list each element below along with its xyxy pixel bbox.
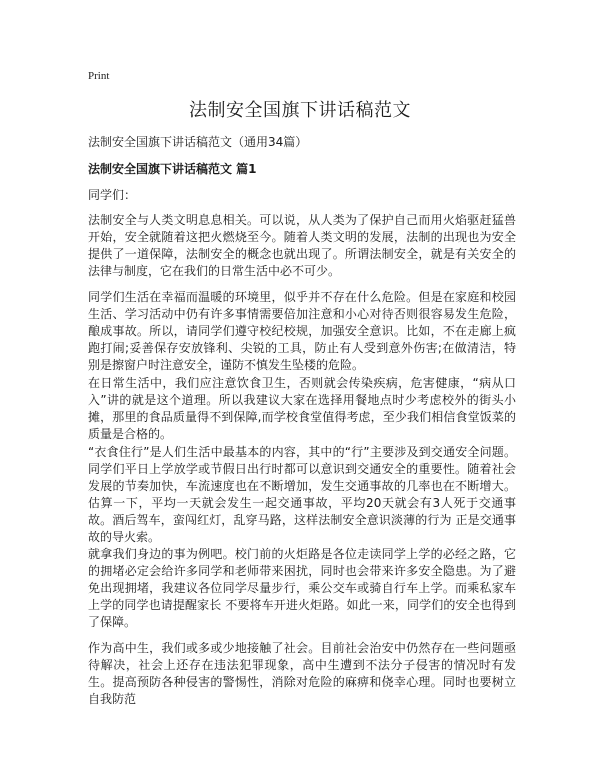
- page-title: 法制安全国旗下讲话稿范文: [189, 100, 411, 121]
- paragraph: 法制安全与人类文明息息相关。可以说，从人类为了保护自己而用火焰驱赶猛兽开始，安全就随着这把火燃烧至今。随着人类文明的发展，法制的出现也为安全提供了一道保障，法制安全的概念也就出现了。所谓法制安全，就是有关安全的法律与制度，它在我们的日常生活中必不可少。: [88, 213, 516, 278]
- paragraph: 就拿我们身边的事为例吧。校门前的火炬路是各位走读同学上学的必经之路，它的拥堵必定会给许多同学和老师带来困扰，同时也会带来许多安全隐患。为了避免出现拥堵，我建议各位同学尽量步行，乘公交车或骑自行车上学。而乘私家车上学的同学也请提醒家长 不要将车开进火炬路。如此一来，同学们的安全也得到了保障。: [88, 547, 516, 629]
- document-subtitle: 法制安全国旗下讲话稿范文（通用34篇）: [88, 135, 308, 149]
- paragraph: 同学们生活在幸福而温暖的环境里，似乎并不存在什么危险。但是在家庭和校园生活、学习活动中仍有许多事情需要倍加注意和小心对待否则很容易发生危险，酿成事故。所以，请同学们遵守校纪校规，加强安全意识。比如，不在走廊上疯跑打闹;妥善保存安放锋利、尖锐的工具，防止有人受到意外伤害;在做清洁，特别是擦窗户时注意安全，谨防不慎发生坠楼的危险。: [88, 290, 516, 372]
- section-heading: 法制安全国旗下讲话稿范文 篇1: [88, 162, 257, 176]
- paragraph: 在日常生活中，我们应注意饮食卫生，否则就会传染疾病，危害健康，“病从口入”讲的就是这个道理。所以我建议大家在选择用餐地点时少考虑校外的街头小摊，那里的食品质量得不到保障,而学校食堂值得考虑，至少我们相信食堂饭菜的质量是合格的。: [88, 376, 516, 441]
- greeting: 同学们：: [88, 188, 137, 202]
- print-label: Print: [88, 70, 110, 82]
- paragraph: “衣食住行”是人们生活中最基本的内容，其中的“行”主要涉及到交通安全问题。同学们平日上学放学或节假日出行时都可以意识到交通安全的重要性。随着社会发展的节奏加快，车流速度也在不断增加，发生交通事故的几率也在不断增大。估算一下，平均一天就会发生一起交通事故，平均20天就会有3人死于交通事故。酒后驾车，蛮闯红灯，乱穿马路，这样法制安全意识淡薄的行为 正是交通事故的导火索。: [88, 445, 516, 544]
- paragraph: 作为高中生，我们或多或少地接触了社会。目前社会治安中仍然存在一些问题亟待解决，社会上还存在违法犯罪现象，高中生遭到不法分子侵害的情况时有发生。提高预防各种侵害的警惕性，消除对危险的麻痹和侥幸心理。同时也要树立自我防范: [88, 641, 516, 706]
